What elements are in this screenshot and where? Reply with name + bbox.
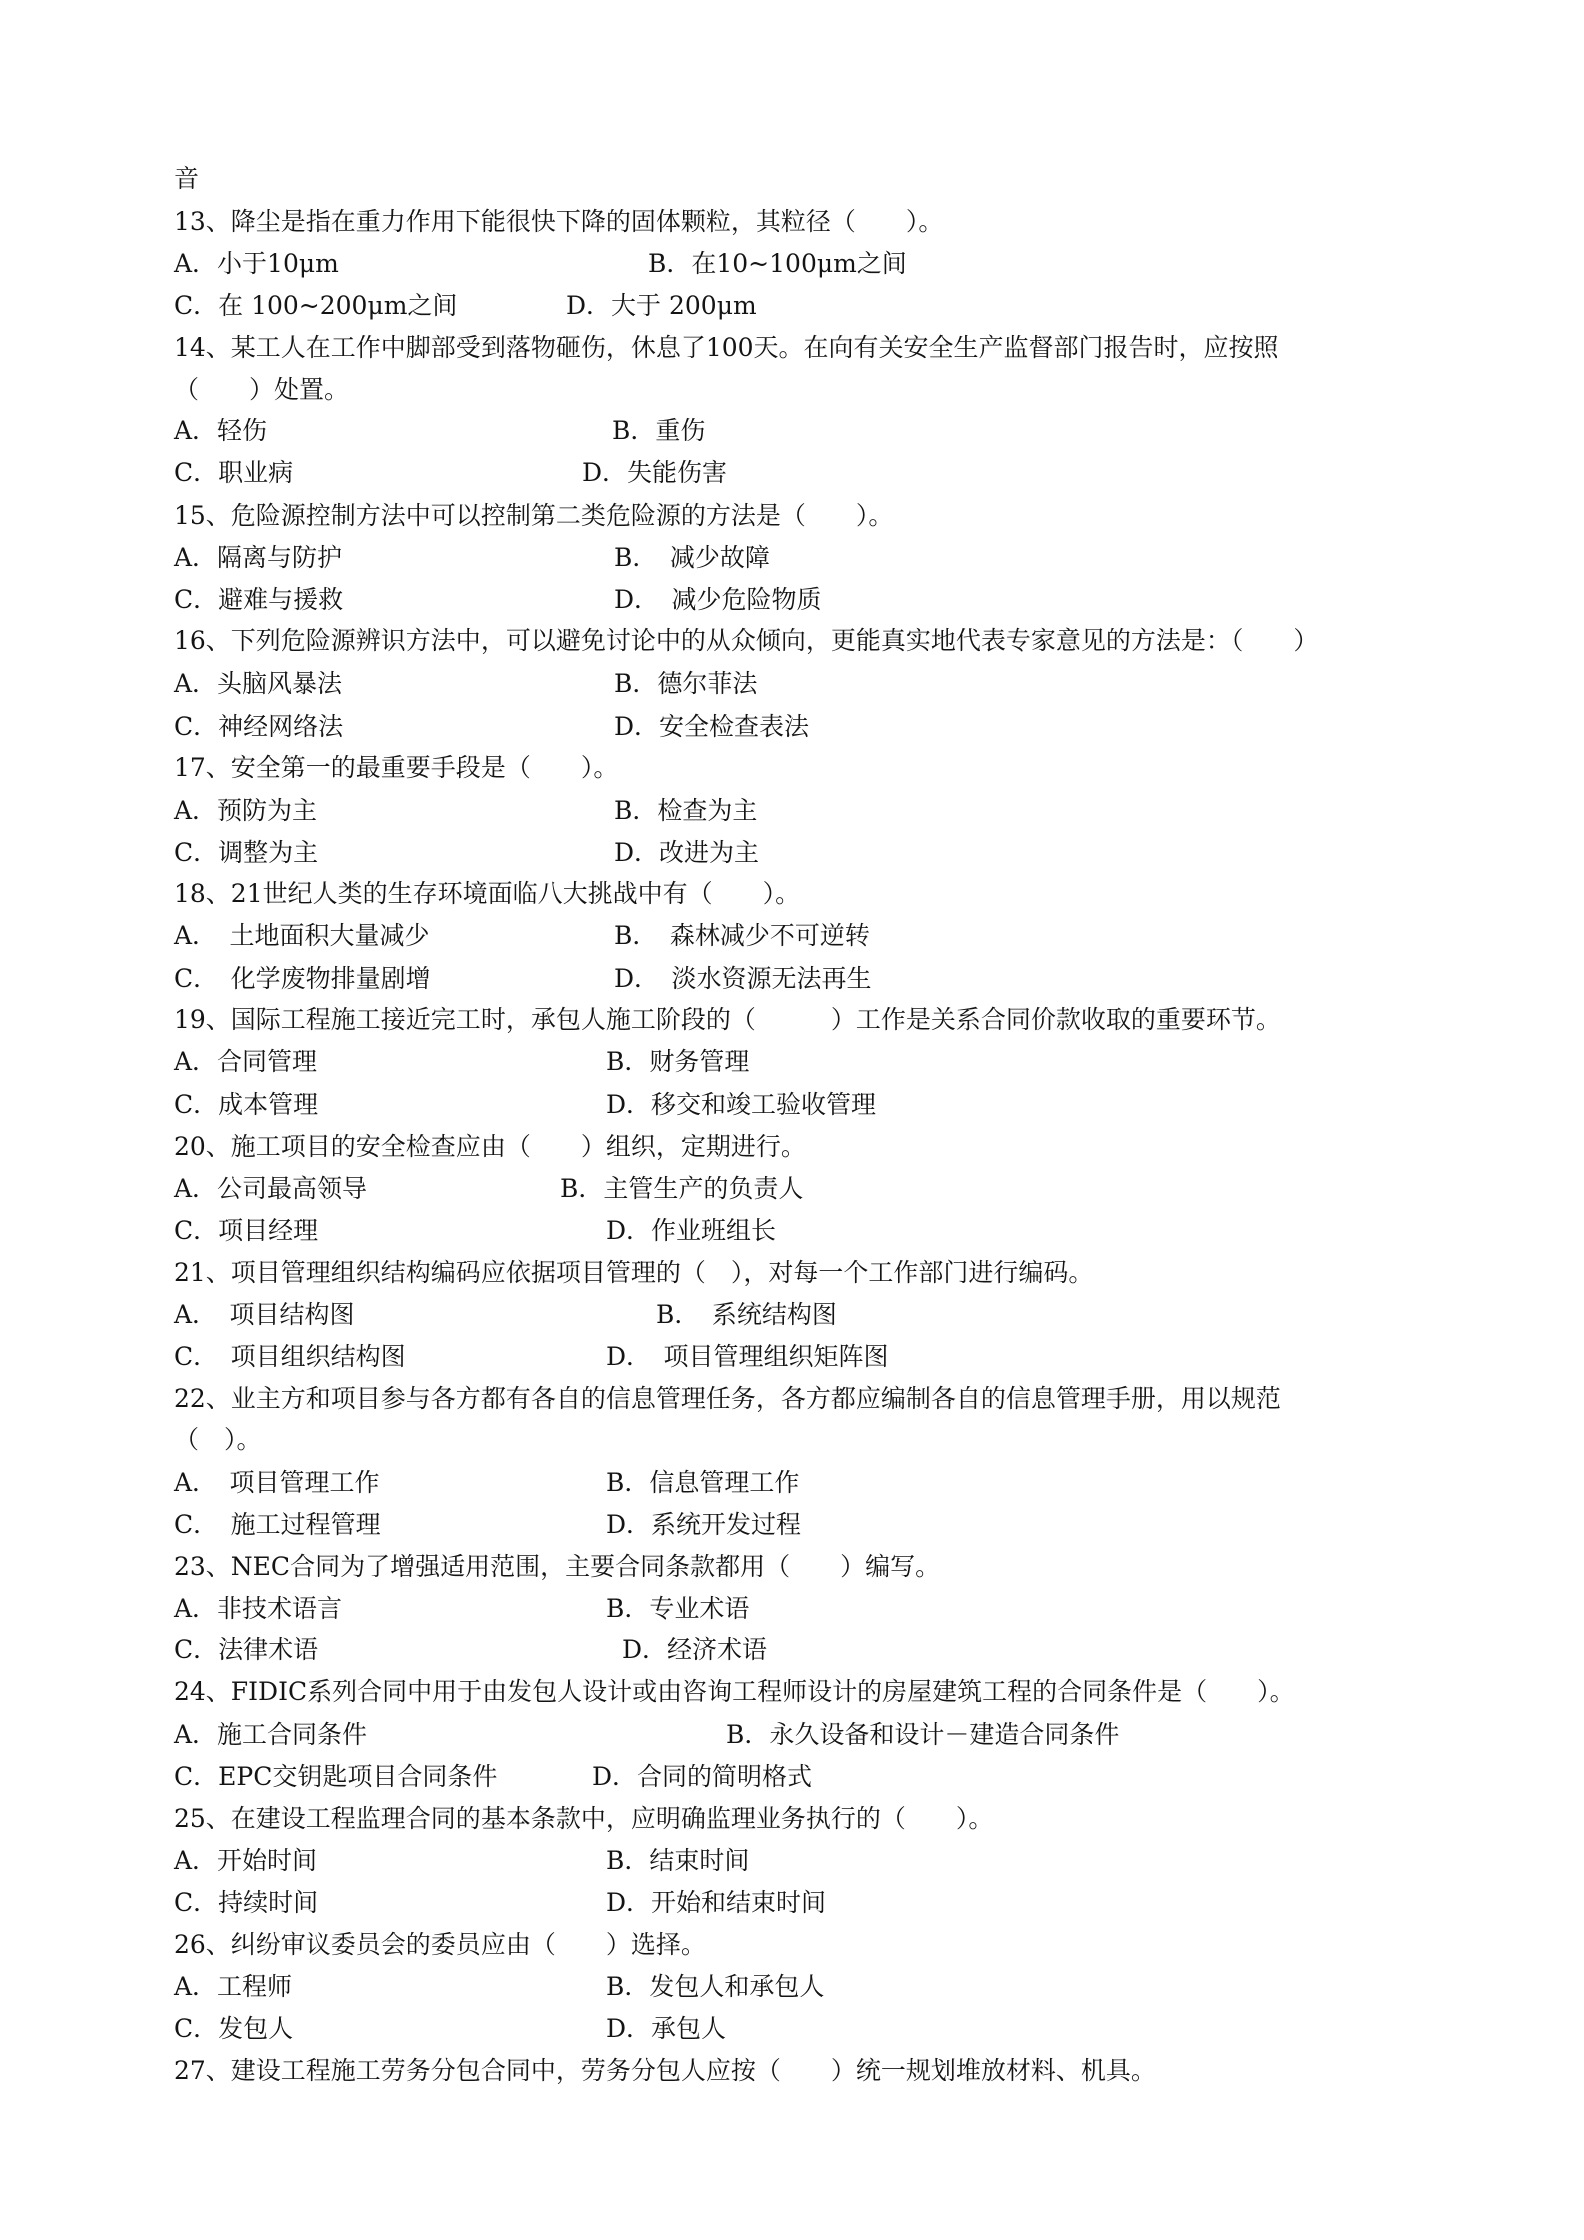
option-b: D． 淡水资源无法再生 (614, 964, 872, 993)
option-b: B．主管生产的负责人 (560, 1174, 804, 1203)
option-b: B．检查为主 (614, 796, 758, 825)
option-b: B．发包人和承包人 (606, 1972, 825, 2001)
option-a: C．EPC交钥匙项目合同条件 (174, 1762, 498, 1791)
option-b: B．信息管理工作 (606, 1468, 800, 1497)
option-b: B．专业术语 (606, 1594, 750, 1623)
option-b: D． 项目管理组织矩阵图 (606, 1342, 889, 1371)
question-text: 22、业主方和项目参与各方都有各自的信息管理任务，各方都应编制各自的信息管理手册，用以规范 (174, 1384, 1281, 1413)
question-text: 24、FIDIC系列合同中用于由发包人设计或由咨询工程师设计的房屋建筑工程的合同条件是（ ）。 (174, 1677, 1295, 1706)
option-a: C．发包人 (174, 2014, 294, 2043)
option-a: C． 化学废物排量剧增 (174, 964, 431, 993)
option-a: C．项目经理 (174, 1216, 319, 1245)
question-text: 13、降尘是指在重力作用下能很快下降的固体颗粒，其粒径（ ）。 (174, 207, 944, 236)
option-b: D．安全检查表法 (614, 712, 810, 741)
option-a: C．持续时间 (174, 1888, 319, 1917)
option-b: B． 森林减少不可逆转 (614, 921, 870, 950)
question-text: 21、项目管理组织结构编码应依据项目管理的（ ），对每一个工作部门进行编码。 (174, 1258, 1094, 1287)
option-a: A．合同管理 (174, 1047, 318, 1076)
option-b: B． 减少故障 (614, 543, 770, 572)
option-a: A． 项目管理工作 (174, 1468, 380, 1497)
question-text: 20、施工项目的安全检查应由（ ）组织，定期进行。 (174, 1132, 806, 1161)
option-b: B．永久设备和设计－建造合同条件 (726, 1720, 1120, 1749)
option-a: C．成本管理 (174, 1090, 319, 1119)
option-b: D．合同的简明格式 (592, 1762, 813, 1791)
option-b: D．作业班组长 (606, 1216, 777, 1245)
question-text: 25、在建设工程监理合同的基本条款中，应明确监理业务执行的（ ）。 (174, 1804, 994, 1833)
question-text: （ ）处置。 (174, 375, 350, 404)
option-b: D．经济术语 (622, 1635, 768, 1664)
question-text: 27、建设工程施工劳务分包合同中，劳务分包人应按（ ）统一规划堆放材料、机具。 (174, 2056, 1156, 2085)
question-text: （ ）。 (174, 1425, 262, 1454)
option-b: D．系统开发过程 (606, 1510, 802, 1539)
option-b: B． 系统结构图 (656, 1300, 837, 1329)
option-b: B．重伤 (612, 416, 706, 445)
option-b: B．结束时间 (606, 1846, 750, 1875)
option-a: C．在 100~200μm之间 (174, 291, 458, 320)
option-b: B．德尔菲法 (614, 669, 758, 698)
option-b: D．承包人 (606, 2014, 727, 2043)
option-b: D．大于 200μm (566, 291, 757, 320)
option-b: B．在10~100μm之间 (648, 249, 907, 278)
question-text: 18、21世纪人类的生存环境面临八大挑战中有（ ）。 (174, 879, 801, 908)
option-a: A．轻伤 (174, 416, 268, 445)
option-a: C． 项目组织结构图 (174, 1342, 406, 1371)
option-a: C．调整为主 (174, 838, 319, 867)
option-a: C．避难与援救 (174, 585, 344, 614)
option-a: A．公司最高领导 (174, 1174, 368, 1203)
question-text: 19、国际工程施工接近完工时，承包人施工阶段的（ ）工作是关系合同价款收取的重要环节。 (174, 1005, 1281, 1034)
option-a: C． 施工过程管理 (174, 1510, 381, 1539)
option-b: D．改进为主 (614, 838, 760, 867)
continued-text: 音 (174, 164, 200, 193)
option-b: D． 减少危险物质 (614, 585, 822, 614)
option-a: A． 土地面积大量减少 (174, 921, 430, 950)
option-a: C．法律术语 (174, 1635, 319, 1664)
option-b: D．移交和竣工验收管理 (606, 1090, 877, 1119)
question-text: 23、NEC合同为了增强适用范围，主要合同条款都用（ ）编写。 (174, 1552, 941, 1581)
option-a: A． 项目结构图 (174, 1300, 355, 1329)
option-b: D．失能伤害 (582, 458, 728, 487)
option-a: C．神经网络法 (174, 712, 344, 741)
option-b: D．开始和结束时间 (606, 1888, 827, 1917)
option-a: C．职业病 (174, 458, 294, 487)
question-text: 14、某工人在工作中脚部受到落物砸伤，休息了100天。在向有关安全生产监督部门报告时，应按照 (174, 333, 1279, 362)
option-b: B．财务管理 (606, 1047, 750, 1076)
option-a: A．工程师 (174, 1972, 293, 2001)
question-text: 26、纠纷审议委员会的委员应由（ ）选择。 (174, 1930, 706, 1959)
option-a: A．小于10μm (174, 249, 339, 278)
question-text: 17、安全第一的最重要手段是（ ）。 (174, 753, 619, 782)
option-a: A．头脑风暴法 (174, 669, 343, 698)
option-a: A．预防为主 (174, 796, 318, 825)
option-a: A．施工合同条件 (174, 1720, 368, 1749)
question-text: 15、危险源控制方法中可以控制第二类危险源的方法是（ ）。 (174, 501, 894, 530)
option-a: A．隔离与防护 (174, 543, 343, 572)
option-a: A．非技术语言 (174, 1594, 343, 1623)
question-text: 16、下列危险源辨识方法中，可以避免讨论中的从众倾向，更能真实地代表专家意见的方法是：（ ） (174, 626, 1319, 655)
option-a: A．开始时间 (174, 1846, 318, 1875)
